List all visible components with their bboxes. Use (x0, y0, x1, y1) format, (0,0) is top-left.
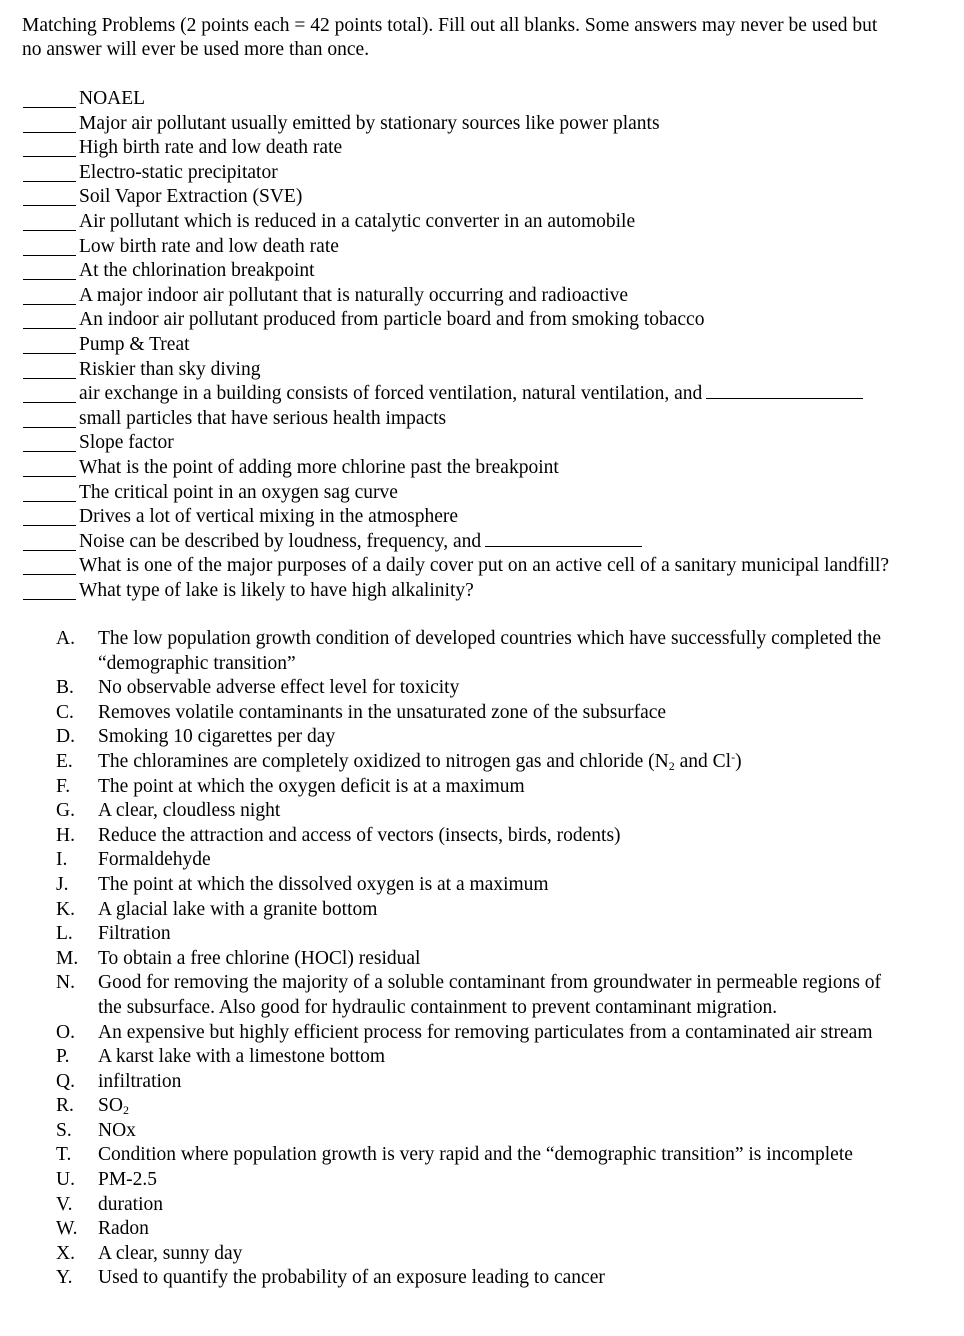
answer-blank[interactable] (23, 476, 76, 477)
answer-text: The point at which the dissolved oxygen is at a maximum (98, 873, 549, 895)
problem-item (23, 579, 958, 604)
problem-text: What is one of the major purposes of a daily cover put on an active cell of a sanitary municipal landfill? (79, 555, 890, 577)
answer-text (98, 971, 936, 1020)
problem-text-content: Noise can be described by loudness, frequency, and (79, 530, 482, 552)
answer-choice (56, 1021, 936, 1046)
answer-text: Radon (98, 1218, 149, 1240)
problem-text: small particles that have serious health impacts (79, 407, 447, 429)
problem-text: Pump & Treat (79, 333, 190, 355)
problem-text-content: air exchange in a building consists of forced ventilation, natural ventilation, and (79, 383, 703, 405)
problem-item (23, 308, 958, 333)
answer-choice (56, 824, 936, 849)
problem-item (23, 382, 958, 407)
problem-item (23, 284, 958, 309)
answer-text: PM-2.5 (98, 1169, 158, 1191)
answer-blank[interactable] (23, 599, 76, 600)
problem-item (23, 161, 958, 186)
answer-letter: O. (56, 1021, 75, 1043)
answer-text: Filtration (98, 923, 171, 945)
problem-text: High birth rate and low death rate (79, 137, 343, 159)
problem-text: Air pollutant which is reduced in a catalytic converter in an automobile (79, 210, 636, 232)
answer-blank[interactable] (23, 205, 76, 206)
problem-item (23, 481, 958, 506)
answer-text-line: The low population growth condition of developed countries which have successfully completed the (98, 628, 882, 649)
answer-text: Removes volatile contaminants in the unsaturated zone of the subsurface (98, 701, 667, 723)
answer-letter: N. (56, 972, 75, 994)
answer-letter: D. (56, 726, 75, 748)
answer-choice (56, 922, 936, 947)
answer-choice (56, 1266, 936, 1291)
answer-choice (56, 627, 936, 676)
problem-item (23, 505, 958, 530)
answer-blank[interactable] (23, 501, 76, 502)
answer-choice (56, 725, 936, 750)
answer-blank[interactable] (23, 132, 76, 133)
answer-choice (56, 1070, 936, 1095)
problem-text: A major indoor air pollutant that is naturally occurring and radioactive (79, 284, 629, 306)
problem-item (23, 431, 958, 456)
answer-blank[interactable] (23, 255, 76, 256)
problems-list (23, 87, 958, 603)
problem-item (23, 407, 958, 432)
answer-text: A glacial lake with a granite bottom (98, 898, 378, 920)
problem-text: The critical point in an oxygen sag curve (79, 481, 398, 503)
answer-text-line: “demographic transition” (98, 652, 296, 674)
problem-text: Soil Vapor Extraction (SVE) (79, 186, 303, 208)
problem-item (23, 554, 958, 579)
problem-item (23, 185, 958, 210)
instructions-line-1: Matching Problems (2 points each = 42 points total). Fill out all blanks. Some answers may never be used but (22, 15, 878, 36)
answer-choice (56, 701, 936, 726)
answer-blank[interactable] (23, 525, 76, 526)
problem-text: An indoor air pollutant produced from particle board and from smoking tobacco (79, 309, 705, 331)
answer-text: Used to quantify the probability of an exposure leading to cancer (98, 1267, 605, 1289)
problem-text: What type of lake is likely to have high alkalinity? (79, 579, 474, 601)
problem-item (23, 87, 958, 112)
answer-choice (56, 947, 936, 972)
answer-text (98, 750, 936, 775)
problem-text: Riskier than sky diving (79, 358, 261, 380)
answer-blank[interactable] (23, 181, 76, 182)
problem-item (23, 456, 958, 481)
answer-text: Reduce the attraction and access of vectors (insects, birds, rodents) (98, 824, 621, 846)
answer-letter: A. (56, 628, 75, 649)
answer-blank[interactable] (23, 402, 76, 403)
problem-text: Drives a lot of vertical mixing in the atmosphere (79, 506, 459, 528)
answer-letter: V. (56, 1193, 73, 1215)
answer-choice (56, 898, 936, 923)
answer-text: infiltration (98, 1070, 182, 1092)
answer-text (98, 627, 936, 676)
answer-letter: J. (56, 873, 69, 895)
answer-letter: S. (56, 1119, 72, 1141)
answer-blank[interactable] (23, 279, 76, 280)
answer-letter: P. (56, 1046, 70, 1068)
answer-text-part: and Cl (674, 750, 732, 772)
answer-letter: W. (56, 1218, 78, 1240)
superscript: - (731, 749, 736, 764)
problem-text: What is the point of adding more chlorine past the breakpoint (79, 456, 559, 478)
answer-blank[interactable] (23, 378, 76, 379)
answer-letter: F. (56, 775, 71, 797)
problem-item (23, 530, 958, 555)
problem-item (23, 210, 958, 235)
answer-letter: M. (56, 947, 79, 969)
answer-text: Formaldehyde (98, 849, 211, 871)
instructions-header (22, 14, 942, 62)
answer-blank[interactable] (23, 550, 76, 551)
answer-text-line: the subsurface. Also good for hydraulic containment to prevent contaminant migration. (98, 996, 778, 1018)
subscript: 2 (668, 758, 675, 773)
problem-item (23, 259, 958, 284)
answer-blank[interactable] (23, 304, 76, 305)
problem-text: Major air pollutant usually emitted by stationary sources like power plants (79, 112, 660, 134)
answer-text: duration (98, 1193, 163, 1215)
instructions-line-2: no answer will ever be used more than once. (22, 39, 370, 60)
answer-blank[interactable] (23, 451, 76, 452)
answer-blank[interactable] (23, 427, 76, 428)
answer-choice (56, 1242, 936, 1267)
subscript: 2 (122, 1103, 129, 1118)
answer-letter: X. (56, 1242, 75, 1264)
answer-text: A clear, cloudless night (98, 800, 281, 822)
answer-choice (56, 1143, 936, 1168)
answer-blank[interactable] (23, 156, 76, 157)
answer-letter: I. (56, 849, 68, 871)
answer-choice (56, 775, 936, 800)
answer-choice (56, 676, 936, 701)
answer-text: A clear, sunny day (98, 1242, 243, 1264)
answer-choice (56, 1168, 936, 1193)
answer-letter: T. (56, 1144, 72, 1166)
problem-text (79, 530, 642, 555)
answer-choice (56, 1119, 936, 1144)
answer-blank[interactable] (23, 328, 76, 329)
answer-blank[interactable] (23, 353, 76, 354)
answer-text-part: ) (735, 750, 742, 772)
answer-text: To obtain a free chlorine (HOCl) residual (98, 947, 421, 969)
answer-text: No observable adverse effect level for toxicity (98, 677, 460, 699)
answer-letter: K. (56, 898, 75, 920)
answer-letter: Y. (56, 1267, 73, 1289)
answer-choice (56, 971, 936, 1020)
answer-choice (56, 799, 936, 824)
answer-letter: U. (56, 1169, 75, 1191)
problem-text (79, 382, 863, 407)
answer-text-part: SO (98, 1095, 123, 1117)
problem-text: Slope factor (79, 432, 174, 454)
answer-text: The point at which the oxygen deficit is at a maximum (98, 775, 525, 797)
answer-letter: L. (56, 923, 73, 945)
answer-text-line: Good for removing the majority of a soluble contaminant from groundwater in permeable regions of (98, 972, 882, 994)
answer-choice (56, 750, 936, 775)
answer-letter: H. (56, 824, 75, 846)
problem-item (23, 235, 958, 260)
answer-choices-list (56, 627, 936, 1291)
answer-text: An expensive but highly efficient process for removing particulates from a contaminated air stream (98, 1021, 873, 1043)
answer-text (98, 1094, 936, 1119)
answer-text: Smoking 10 cigarettes per day (98, 726, 336, 748)
inline-fill-blank[interactable] (706, 382, 863, 399)
problem-text: Electro-static precipitator (79, 161, 278, 183)
answer-letter: Q. (56, 1070, 75, 1092)
problem-item (23, 358, 958, 383)
answer-text-part: The chloramines are completely oxidized to nitrogen gas and chloride (N (98, 750, 669, 772)
answer-blank[interactable] (23, 230, 76, 231)
answer-blank[interactable] (23, 107, 76, 108)
answer-letter: C. (56, 701, 74, 723)
inline-fill-blank[interactable] (485, 530, 642, 547)
problem-text: NOAEL (79, 88, 146, 109)
answer-text: NOx (98, 1119, 136, 1141)
answer-letter: R. (56, 1095, 74, 1117)
problem-text: At the chlorination breakpoint (79, 260, 315, 282)
answer-letter: B. (56, 677, 74, 699)
answer-letter: G. (56, 800, 75, 822)
answer-choice (56, 1193, 936, 1218)
problem-item (23, 136, 958, 161)
answer-letter: E. (56, 750, 73, 772)
problem-text: Low birth rate and low death rate (79, 235, 339, 257)
answer-choice (56, 1045, 936, 1070)
answer-text: Condition where population growth is very rapid and the “demographic transition” is incomplete (98, 1144, 853, 1166)
answer-choice (56, 848, 936, 873)
answer-blank[interactable] (23, 574, 76, 575)
answer-choice (56, 873, 936, 898)
problem-item (23, 112, 958, 137)
answer-choice (56, 1094, 936, 1119)
answer-text: A karst lake with a limestone bottom (98, 1046, 386, 1068)
answer-choice (56, 1217, 936, 1242)
problem-item (23, 333, 958, 358)
